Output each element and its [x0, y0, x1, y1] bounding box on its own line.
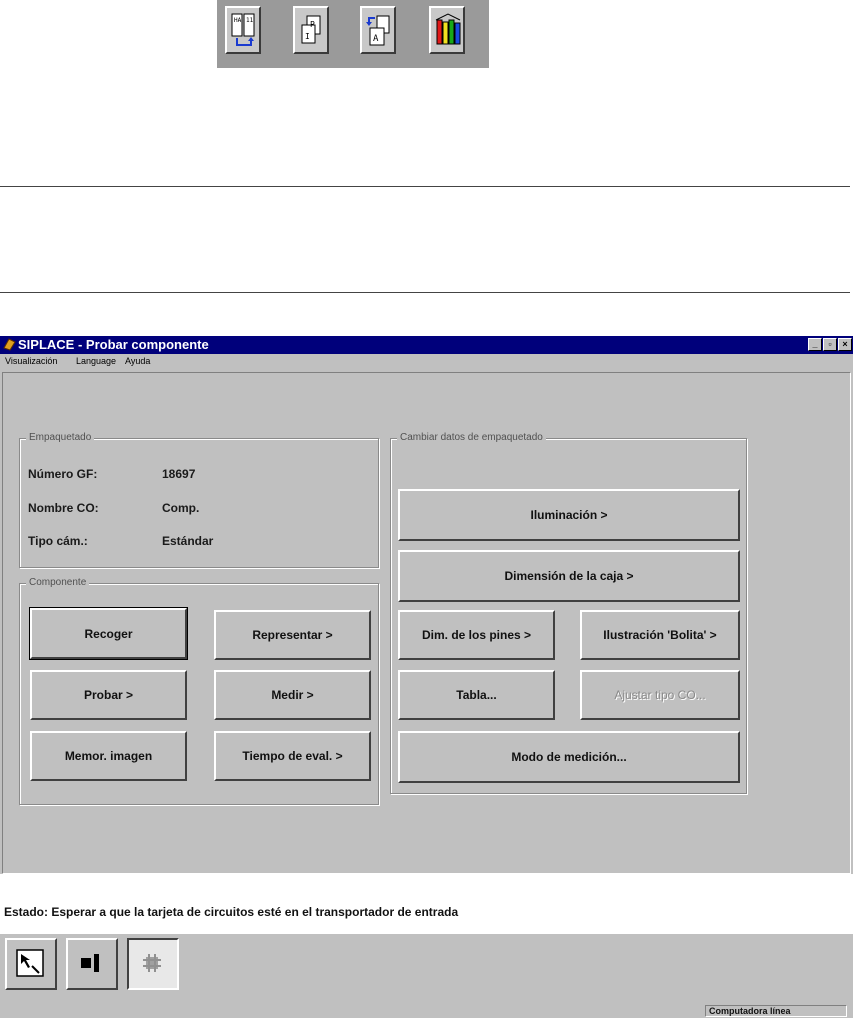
menu-bar: [0, 354, 853, 370]
minimize-button[interactable]: _: [808, 338, 822, 351]
tiempo-eval-button[interactable]: Tiempo de eval. >: [214, 731, 371, 781]
dimension-caja-button[interactable]: Dimensión de la caja >: [398, 550, 740, 602]
status-message: Estado: Esperar a que la tarjeta de circuitos esté en el transportador de entrada: [4, 905, 459, 919]
layout-transfer-icon: [230, 12, 258, 50]
copy-pages-icon: [298, 12, 326, 50]
svg-text:HA: HA: [234, 17, 242, 24]
close-button[interactable]: ×: [838, 338, 852, 351]
nombre-co-value: Comp.: [162, 501, 200, 515]
cambiar-datos-title: Cambiar datos de empaquetado: [397, 432, 546, 443]
modo-medicion-button[interactable]: Modo de medición...: [398, 731, 740, 783]
svg-text:P: P: [310, 20, 315, 29]
grid-chip-button[interactable]: [127, 938, 179, 990]
nombre-co-label: Nombre CO:: [28, 501, 99, 515]
divider-line: [0, 292, 850, 293]
siplace-logo-icon: [3, 338, 16, 351]
numero-gf-label: Número GF:: [28, 467, 98, 481]
tipo-cam-value: Estándar: [162, 534, 214, 548]
component-icon: [68, 940, 116, 988]
probar-button[interactable]: Probar >: [30, 670, 187, 720]
ilustracion-bolita-button[interactable]: Ilustración 'Bolita' >: [580, 610, 740, 660]
menu-visualizacion[interactable]: Visualización: [5, 356, 58, 366]
svg-text:I: I: [305, 32, 310, 41]
select-tool-button[interactable]: [5, 938, 57, 990]
maximize-button[interactable]: ▫: [823, 338, 837, 351]
document-swap-button[interactable]: [360, 6, 396, 54]
ajustar-tipo-co-button: Ajustar tipo CO...: [580, 670, 740, 720]
document-swap-icon: [365, 12, 393, 50]
grid-chip-icon: [129, 940, 177, 988]
title-bar: [0, 336, 853, 354]
dim-pines-button[interactable]: Dim. de los pines >: [398, 610, 555, 660]
empaquetado-title: Empaquetado: [26, 432, 94, 443]
icon-toolbar: [217, 0, 489, 68]
recoger-button[interactable]: Recoger: [30, 608, 187, 659]
divider-line: [0, 186, 850, 187]
siplace-window: [0, 336, 853, 1018]
componente-title: Componente: [26, 577, 89, 588]
status-area: [0, 874, 853, 934]
status-pane: Computadora línea: [705, 1005, 847, 1017]
numero-gf-value: 18697: [162, 467, 196, 481]
medir-button[interactable]: Medir >: [214, 670, 371, 720]
tipo-cam-label: Tipo cám.:: [28, 534, 88, 548]
library-books-button[interactable]: [429, 6, 465, 54]
memor-imagen-button[interactable]: Memor. imagen: [30, 731, 187, 781]
component-view-button[interactable]: [66, 938, 118, 990]
bottom-toolbar: [0, 934, 853, 1004]
main-panel: [2, 372, 851, 874]
empaquetado-group: [19, 432, 379, 568]
library-books-icon: [434, 12, 462, 50]
select-arrow-icon: [7, 940, 55, 988]
status-bar: [0, 1004, 853, 1018]
menu-language[interactable]: Language: [76, 356, 117, 366]
iluminacion-button[interactable]: Iluminación >: [398, 489, 740, 541]
layout-transfer-button[interactable]: [225, 6, 261, 54]
menu-ayuda[interactable]: Ayuda: [125, 356, 151, 366]
svg-text:A: A: [373, 34, 379, 44]
tabla-button[interactable]: Tabla...: [398, 670, 555, 720]
copy-pages-button[interactable]: [293, 6, 329, 54]
window-title: SIPLACE - Probar componente: [18, 337, 209, 352]
svg-text:11: 11: [246, 17, 254, 24]
representar-button[interactable]: Representar >: [214, 610, 371, 660]
